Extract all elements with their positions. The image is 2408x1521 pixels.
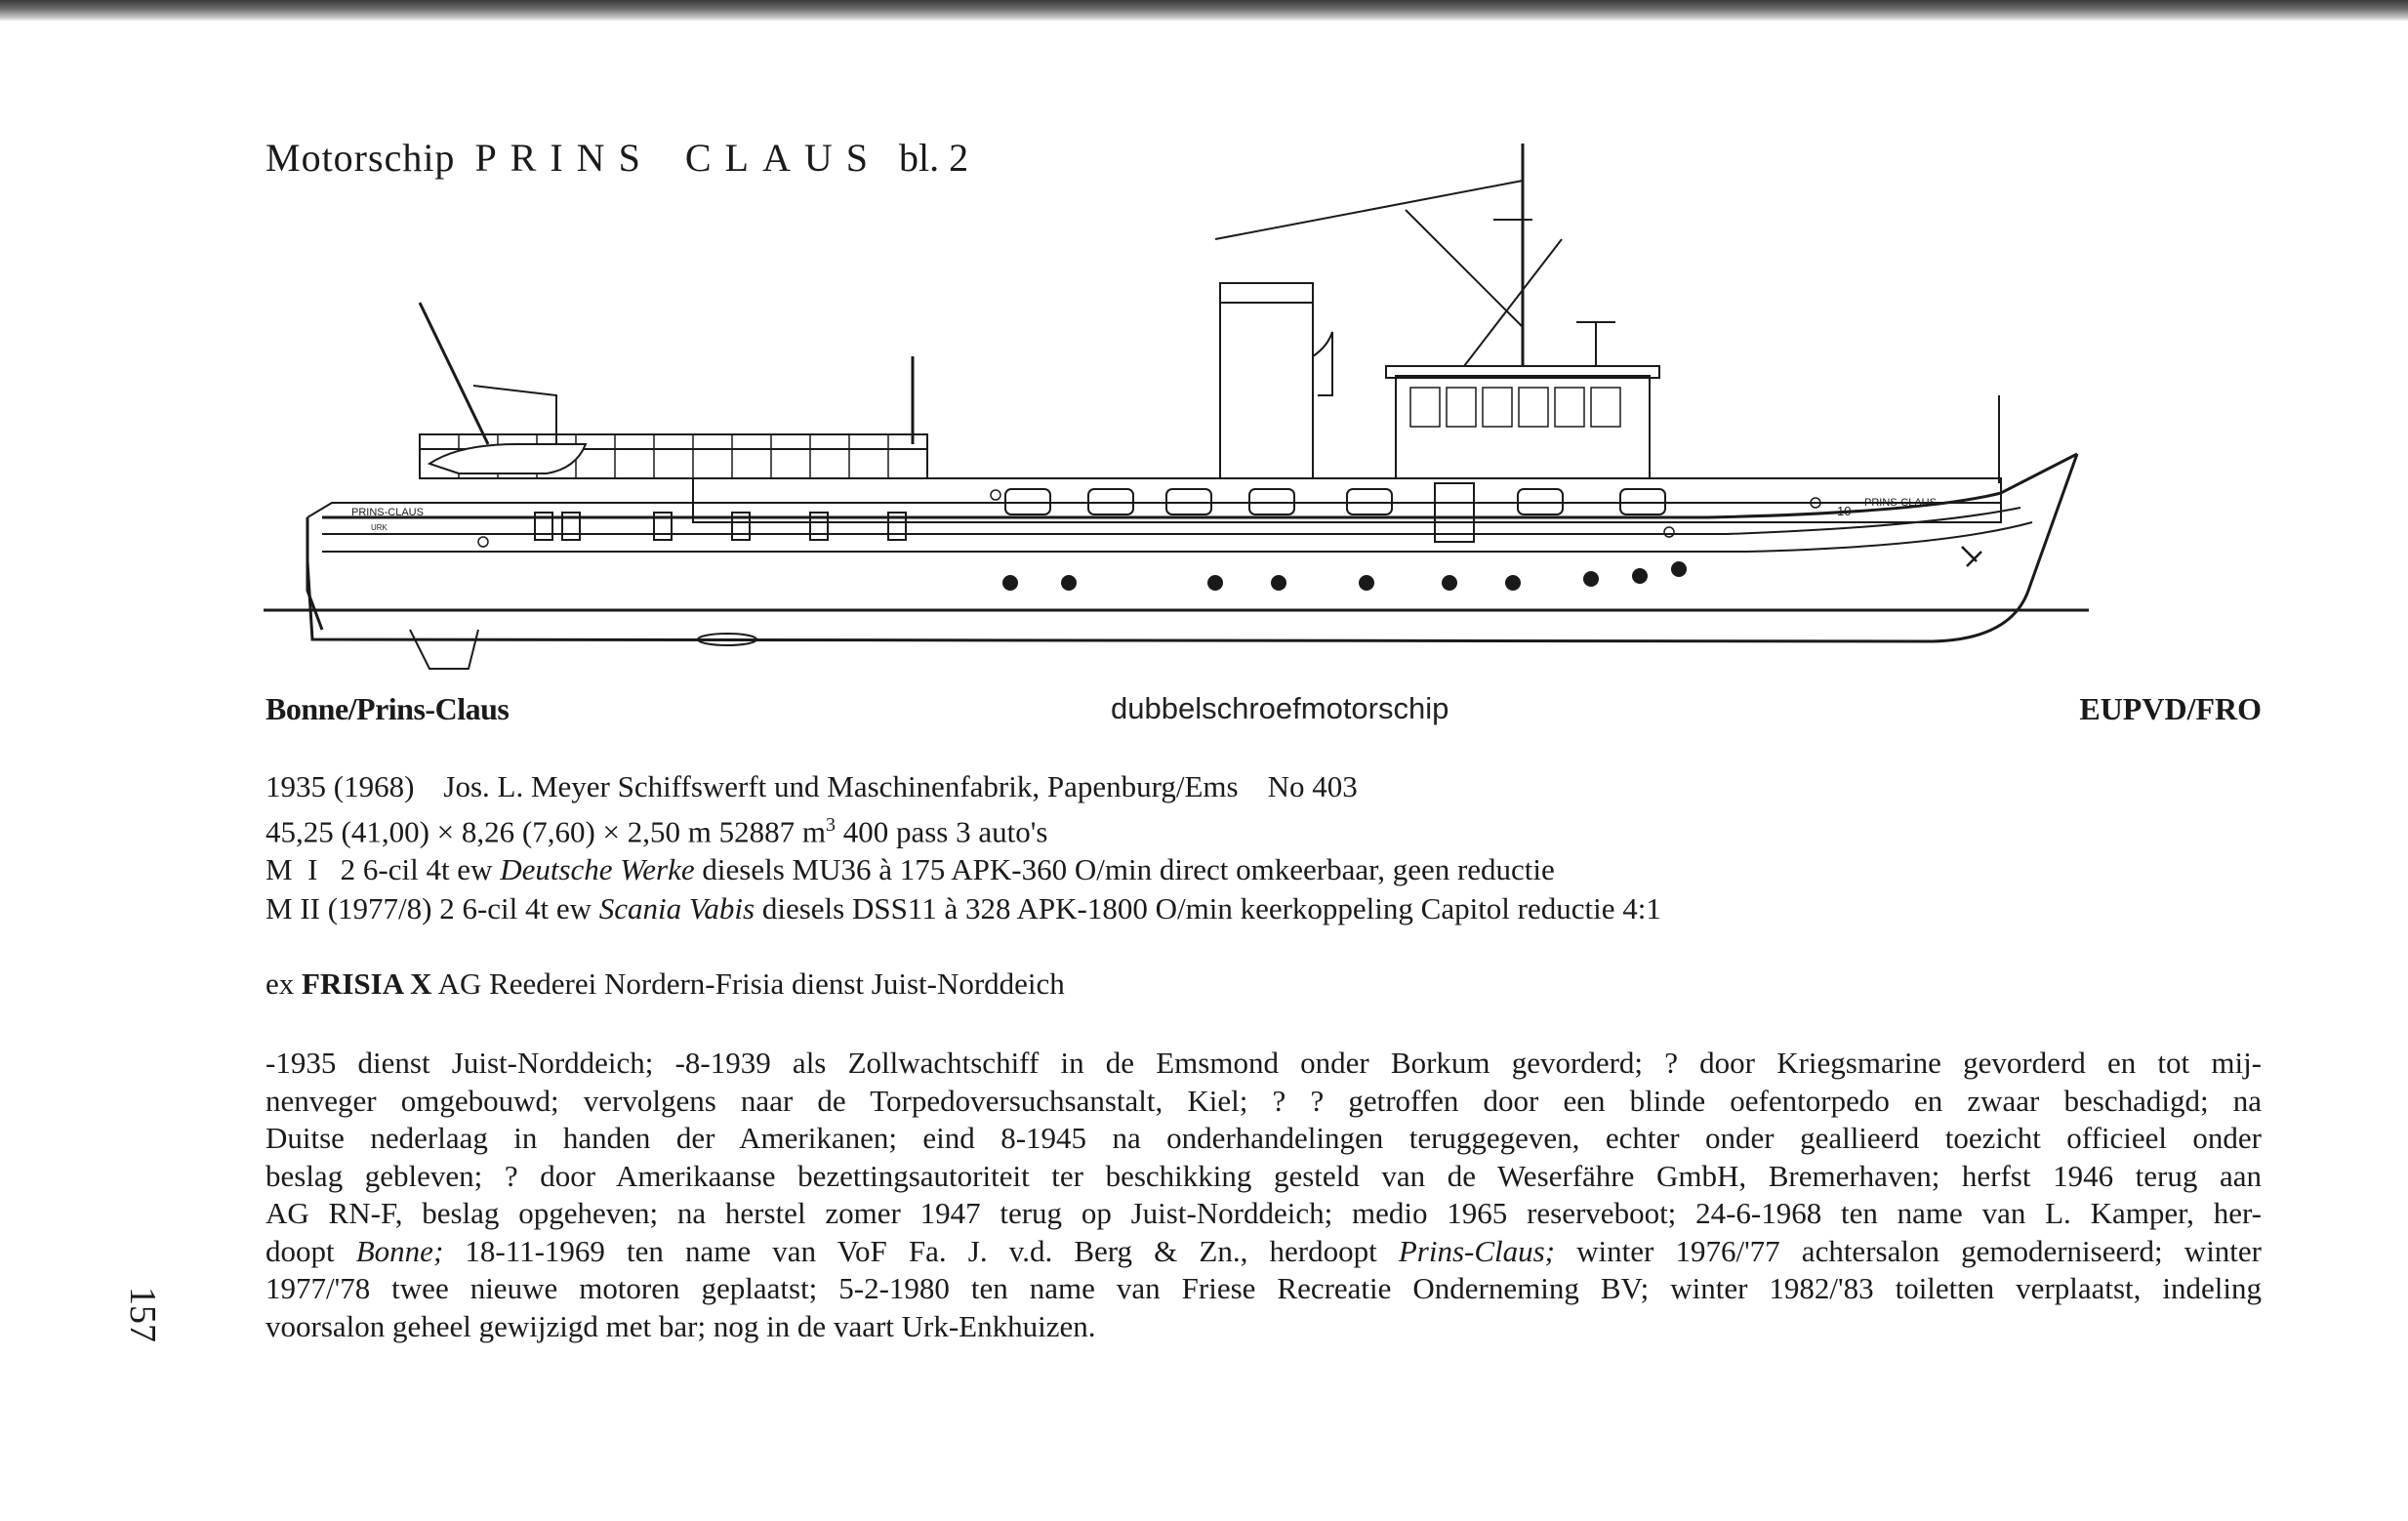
history-l6-mid: 18-11-1969 ten name van VoF Fa. J. v.d. Berg & Zn., herdoopt xyxy=(443,1233,1399,1268)
page-number: 157 xyxy=(122,1287,163,1342)
engine-1-maker: Deutsche Werke xyxy=(500,852,695,887)
heading-name-1: PRINS xyxy=(474,136,654,180)
stern-name-label: PRINS-CLAUS xyxy=(351,507,424,518)
former-owner: AG Reederei Nordern-Frisia dienst Juist-Norddeich xyxy=(431,966,1065,1001)
call-sign: EUPVD/FRO xyxy=(2079,691,2262,726)
history-paragraph xyxy=(265,1045,2262,1345)
spec-line-engine-2 xyxy=(265,889,1661,928)
heading-prefix: Motorschip xyxy=(265,136,456,180)
heading-name-2: CLAUS xyxy=(684,136,881,180)
history-line: 1977/'78 twee nieuwe motoren geplaatst; 5-2-1980 ten name van Friese Recreatie Onderneming BV; winter 1982/'83 toiletten verplaatst, indeling xyxy=(265,1271,2262,1305)
ex-prefix: ex xyxy=(265,966,303,1001)
history-line: Duitse nederlaag in handen der Amerikanen; eind 8-1945 na onderhandelingen teruggegeven, echter onder geallieerd toezicht officieel onder xyxy=(265,1121,2262,1155)
stern-port-label: URK xyxy=(371,523,388,532)
history-line: nenveger omgebouwd; vervolgens naar de Torpedoversuchsanstalt, Kiel; ? ? getroffen door een blinde oefentorpedo en zwaar beschadigd; na xyxy=(265,1083,2262,1118)
build-years: 1935 (1968) xyxy=(265,769,415,803)
capacity: 400 pass 3 auto's xyxy=(835,813,1048,848)
history-line: -1935 dienst Juist-Norddeich; -8-1939 als Zollwachtschiff in de Emsmond onder Borkum gevorderd; ? door Kriegsmarine gevorderd en tot mij- xyxy=(265,1046,2262,1080)
top-edge-rule xyxy=(0,0,2408,21)
spec-line-engine-1 xyxy=(265,850,1661,889)
engine-1-pre: M I 2 6-cil 4t ew xyxy=(265,852,501,887)
history-line: voorsalon geheel gewijzigd met bar; nog in de vaart Urk-Enkhuizen. xyxy=(265,1308,1096,1343)
cubic-superscript: 3 xyxy=(825,813,836,836)
history-l6-pre: doopt xyxy=(265,1233,356,1268)
former-name: FRISIA X xyxy=(302,966,432,1001)
engine-1-post: diesels MU36 à 175 APK-360 O/min direct omkeerbaar, geen reductie xyxy=(694,852,1555,887)
dimensions: 45,25 (41,00) × 8,26 (7,60) × 2,50 m 52887 m xyxy=(265,813,826,848)
bow-number-label: 10 xyxy=(1837,504,1852,518)
heading-sheet: bl. 2 xyxy=(898,136,969,180)
bow-name-label: PRINS-CLAUS xyxy=(1864,497,1937,509)
history-line: AG RN-F, beslag opgeheven; na herstel zomer 1947 terug op Juist-Norddeich; medio 1965 reserveboot; 24-6-1968 ten name van L. Kamper, her- xyxy=(265,1196,2262,1230)
history-l6-bonne: Bonne; xyxy=(355,1233,444,1268)
former-name-line xyxy=(265,966,1065,1002)
yard-number: No 403 xyxy=(1267,769,1358,803)
ship-type: dubbelschroefmotorschip xyxy=(1111,691,1449,725)
specifications xyxy=(265,767,1661,927)
shipyard: Jos. L. Meyer Schiffswerft und Maschinenfabrik, Papenburg/Ems xyxy=(443,769,1239,803)
engine-2-post: diesels DSS11 à 328 APK-1800 O/min keerkoppeling Capitol reductie 4:1 xyxy=(755,890,1661,925)
spec-line-build xyxy=(265,767,1661,806)
spec-line-dimensions xyxy=(265,806,1661,851)
engine-2-pre: M II (1977/8) 2 6-cil 4t ew xyxy=(265,890,599,925)
history-l6-post: winter 1976/'77 achtersalon gemoderniseerd; winter xyxy=(1555,1233,2262,1268)
history-line: beslag gebleven; ? door Amerikaanse bezettingsautoriteit ter beschikking gesteld van de Weserfähre GmbH, Bremerhaven; herfst 1946 terug aan xyxy=(265,1158,2262,1193)
ship-names: Bonne/Prins-Claus xyxy=(265,691,510,726)
engine-2-maker: Scania Vabis xyxy=(598,890,755,925)
ship-drawing xyxy=(264,132,2099,678)
history-line xyxy=(265,1233,2262,1271)
history-l6-prins-claus: Prins-Claus; xyxy=(1398,1233,1556,1268)
